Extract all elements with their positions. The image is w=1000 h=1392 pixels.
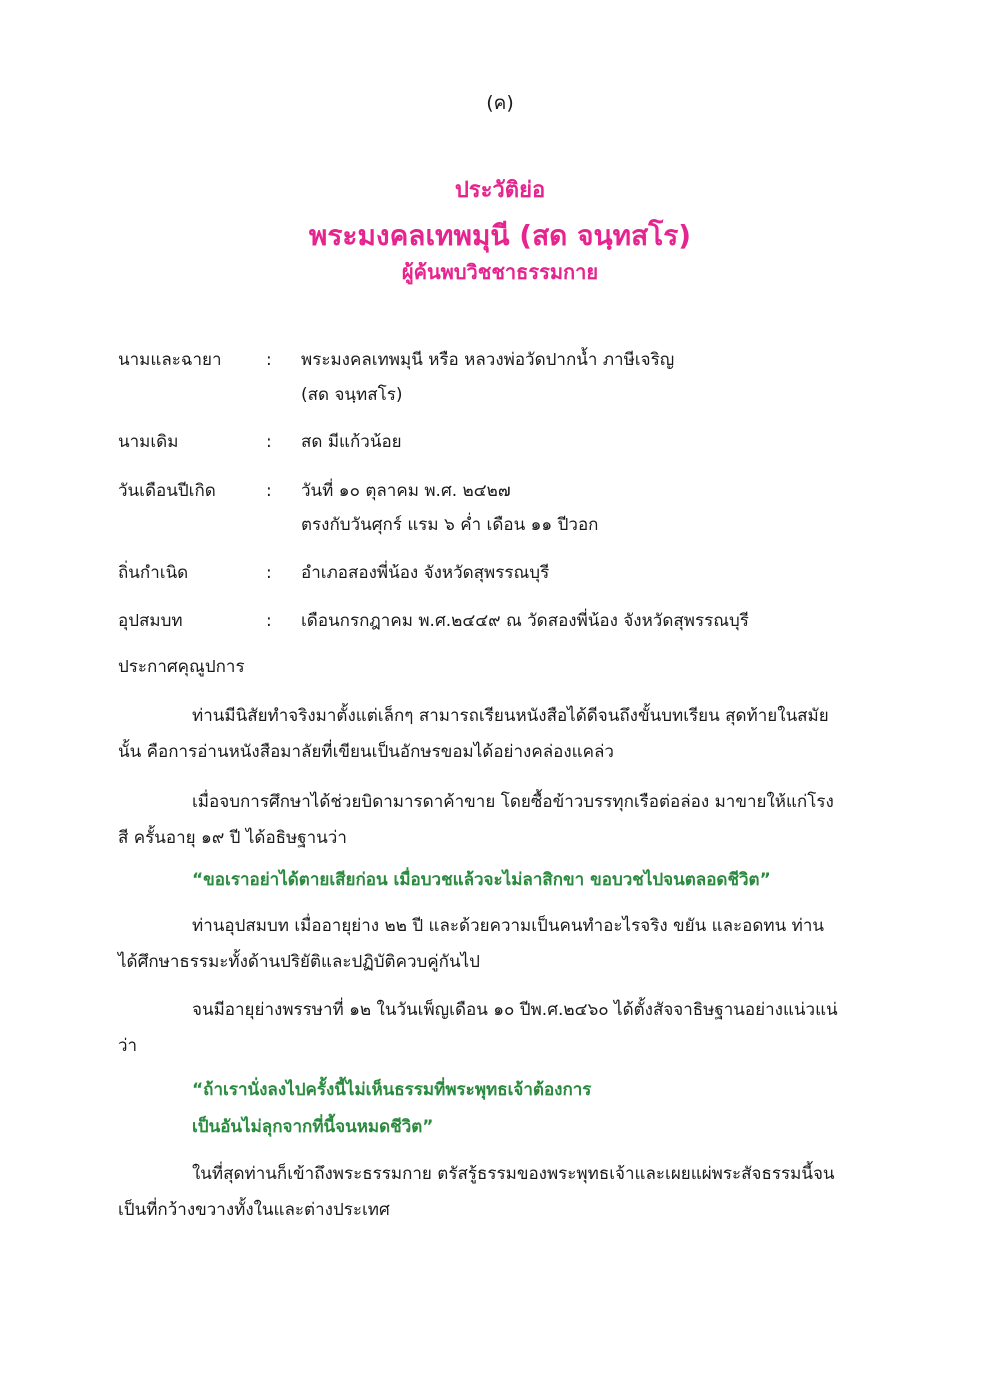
paragraph-line: เป็นที่กว้างขวางทั้งในและต่างประเทศ xyxy=(118,1200,390,1220)
info-label: นามเดิม xyxy=(118,432,179,452)
info-value: สด มีแก้วน้อย xyxy=(301,432,402,452)
info-label: นามและฉายา xyxy=(118,350,222,370)
quote-line: “ขอเราอย่าได้ตายเสียก่อน เมื่อบวชแล้วจะไม่ลาสิกขา ขอบวชไปจนตลอดชีวิต” xyxy=(192,870,771,890)
info-label: วันเดือนปีเกิด xyxy=(118,481,216,501)
info-value: เดือนกรกฎาคม พ.ศ.๒๔๔๙ ณ วัดสองพี่น้อง จังหวัดสุพรรณบุรี xyxy=(301,611,749,631)
paragraph xyxy=(118,698,829,770)
quote-vow xyxy=(192,862,771,899)
quote-resolution xyxy=(192,1072,591,1146)
paragraph-line: จนมีอายุย่างพรรษาที่ ๑๒ ในวันเพ็ญเดือน ๑๐ ปีพ.ศ.๒๔๖๐ ได้ตั้งสัจจาธิษฐานอย่างแน่วแน่ xyxy=(192,1000,838,1020)
heading-name: พระมงคลเทพมุนี (สด จนฺทสโร) xyxy=(308,219,692,252)
info-value: อำเภอสองพี่น้อง จังหวัดสุพรรณบุรี xyxy=(301,563,550,583)
quote-line: “ถ้าเรานั่งลงไปครั้งนี้ไม่เห็นธรรมที่พระพุทธเจ้าต้องการ xyxy=(192,1080,592,1100)
section-label-text: ประกาศคุณูปการ xyxy=(118,657,245,677)
quote-line: เป็นอันไม่ลุกจากที่นี้จนหมดชีวิต” xyxy=(192,1117,434,1137)
info-colon: : xyxy=(266,432,272,452)
info-colon: : xyxy=(266,350,272,370)
paragraph-line: ได้ศึกษาธรรมะทั้งด้านปริยัติและปฏิบัติควบคู่กันไป xyxy=(118,952,480,972)
info-label: อุปสมบท xyxy=(118,611,183,631)
paragraph-line: ท่านอุปสมบท เมื่ออายุย่าง ๒๒ ปี และด้วยความเป็นคนทำอะไรจริง ขยัน และอดทน ท่าน xyxy=(192,916,824,936)
paragraph xyxy=(118,992,838,1064)
info-value: ตรงกับวันศุกร์ แรม ๖ ค่ำ เดือน ๑๑ ปีวอก xyxy=(301,515,599,535)
paragraph-line: เมื่อจบการศึกษาได้ช่วยบิดามารดาค้าขาย โดยซื้อข้าวบรรทุกเรือต่อล่อง มาขายให้แก่โรง xyxy=(192,792,834,812)
paragraph xyxy=(118,784,834,856)
paragraph xyxy=(118,1156,835,1228)
paragraph-line: ท่านมีนิสัยทำจริงมาตั้งแต่เล็กๆ สามารถเรียนหนังสือได้ดีจนถึงขั้นบทเรียน สุดท้ายในสมัย xyxy=(192,706,829,726)
paragraph-line: สี ครั้นอายุ ๑๙ ปี ได้อธิษฐานว่า xyxy=(118,828,347,848)
paragraph-line: ในที่สุดท่านก็เข้าถึงพระธรรมกาย ตรัสรู้ธรรมของพระพุทธเจ้าและเผยแผ่พระสัจธรรมนี้จน xyxy=(192,1164,835,1184)
heading-title: ประวัติย่อ xyxy=(454,178,546,203)
paragraph-line: นั้น คือการอ่านหนังสือมาลัยที่เขียนเป็นอักษรขอมได้อย่างคล่องแคล่ว xyxy=(118,742,614,762)
heading-subtitle: ผู้ค้นพบวิชชาธรรมกาย xyxy=(401,260,599,284)
info-label: ถิ่นกำเนิด xyxy=(118,563,189,583)
page-number: (ค) xyxy=(486,92,514,114)
info-value: วันที่ ๑๐ ตุลาคม พ.ศ. ๒๔๒๗ xyxy=(301,481,511,501)
info-colon: : xyxy=(266,611,272,631)
info-colon: : xyxy=(266,481,272,501)
info-value: พระมงคลเทพมุนี หรือ หลวงพ่อวัดปากน้ำ ภาษีเจริญ xyxy=(301,350,675,370)
paragraph-line: ว่า xyxy=(118,1036,138,1056)
paragraph xyxy=(118,908,824,980)
info-colon: : xyxy=(266,563,272,583)
info-value: (สด จนฺทสโร) xyxy=(301,385,403,405)
